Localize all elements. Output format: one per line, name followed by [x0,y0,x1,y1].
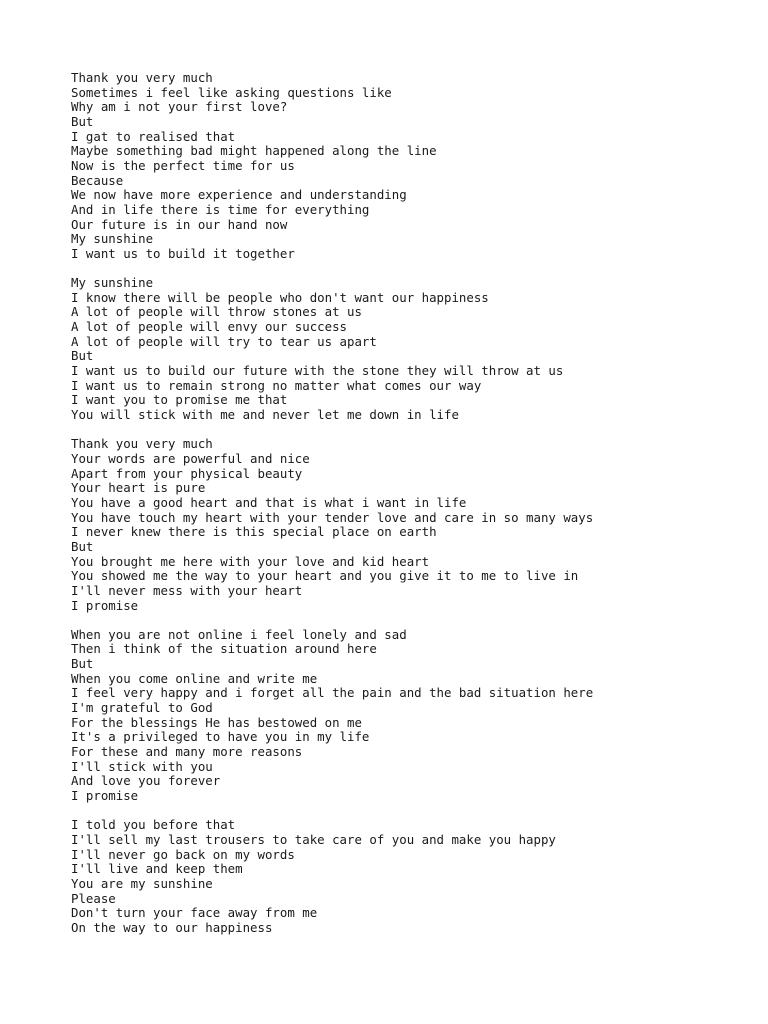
text-line: On the way to our happiness [71,919,273,935]
text-line: I'm grateful to God [71,700,213,716]
text-line: You brought me here with your love and kid heart [71,553,430,569]
text-line: We now have more experience and understanding [71,187,407,203]
text-line: I know there will be people who don't want our happiness [71,289,489,305]
text-line: But [71,538,94,554]
text-line: I told you before that [71,817,236,833]
text-line: You have a good heart and that is what i want in life [71,494,467,510]
stanza [71,818,768,935]
text-line: Please [71,890,116,906]
text-line: I promise [71,597,139,613]
text-line: I want you to promise me that [71,392,288,408]
text-line: A lot of people will try to tear us apart [71,333,377,349]
stanza [71,276,768,423]
text-line: Maybe something bad might happened along the line [71,143,437,159]
text-line: When you are not online i feel lonely and sad [71,626,407,642]
text-line: A lot of people will throw stones at us [71,304,362,320]
text-line: Don't turn your face away from me [71,905,318,921]
text-line: Then i think of the situation around here [71,641,377,657]
text-line: I feel very happy and i forget all the pain and the bad situation here [71,685,594,701]
text-line: I gat to realised that [71,128,236,144]
text-line: But [71,348,94,364]
text-line: It's a privileged to have you in my life [71,729,370,745]
text-line: I want us to remain strong no matter what comes our way [71,377,482,393]
text-line: I'll stick with you [71,758,213,774]
text-line: I'll never go back on my words [71,846,295,862]
text-line: My sunshine [71,231,154,247]
text-line: I never knew there is this special place on earth [71,524,437,540]
text-line: And love you forever [71,773,221,789]
text-line: And in life there is time for everything [71,201,370,217]
text-line: Your heart is pure [71,480,206,496]
text-line: You have touch my heart with your tender love and care in so many ways [71,509,594,525]
text-line: I'll sell my last trousers to take care of you and make you happy [71,831,556,847]
text-line: You will stick with me and never let me down in life [71,407,459,423]
text-line: Our future is in our hand now [71,216,288,232]
stanza [71,628,768,804]
text-line: Thank you very much [71,70,213,85]
text-line: But [71,113,94,129]
text-line: Because [71,172,124,188]
text-line: Now is the perfect time for us [71,157,295,173]
text-line: Your words are powerful and nice [71,450,310,466]
stanza [71,71,768,262]
text-line: Apart from your physical beauty [71,465,303,481]
text-line: You showed me the way to your heart and you give it to me to live in [71,568,579,584]
text-line: But [71,656,94,672]
text-line: I want us to build our future with the stone they will throw at us [71,363,564,379]
text-line: I promise [71,787,139,803]
text-line: My sunshine [71,275,154,291]
text-line: Sometimes i feel like asking questions like [71,84,392,100]
text-line: I'll live and keep them [71,861,243,877]
text-line: You are my sunshine [71,875,213,891]
text-line: For the blessings He has bestowed on me [71,714,362,730]
text-line: Thank you very much [71,436,213,452]
text-line: When you come online and write me [71,670,318,686]
text-line: I'll never mess with your heart [71,582,303,598]
text-line: For these and many more reasons [71,744,303,759]
text-line: Why am i not your first love? [71,99,288,115]
text-line: A lot of people will envy our success [71,319,348,335]
stanza [71,437,768,613]
text-line: I want us to build it together [71,245,295,261]
